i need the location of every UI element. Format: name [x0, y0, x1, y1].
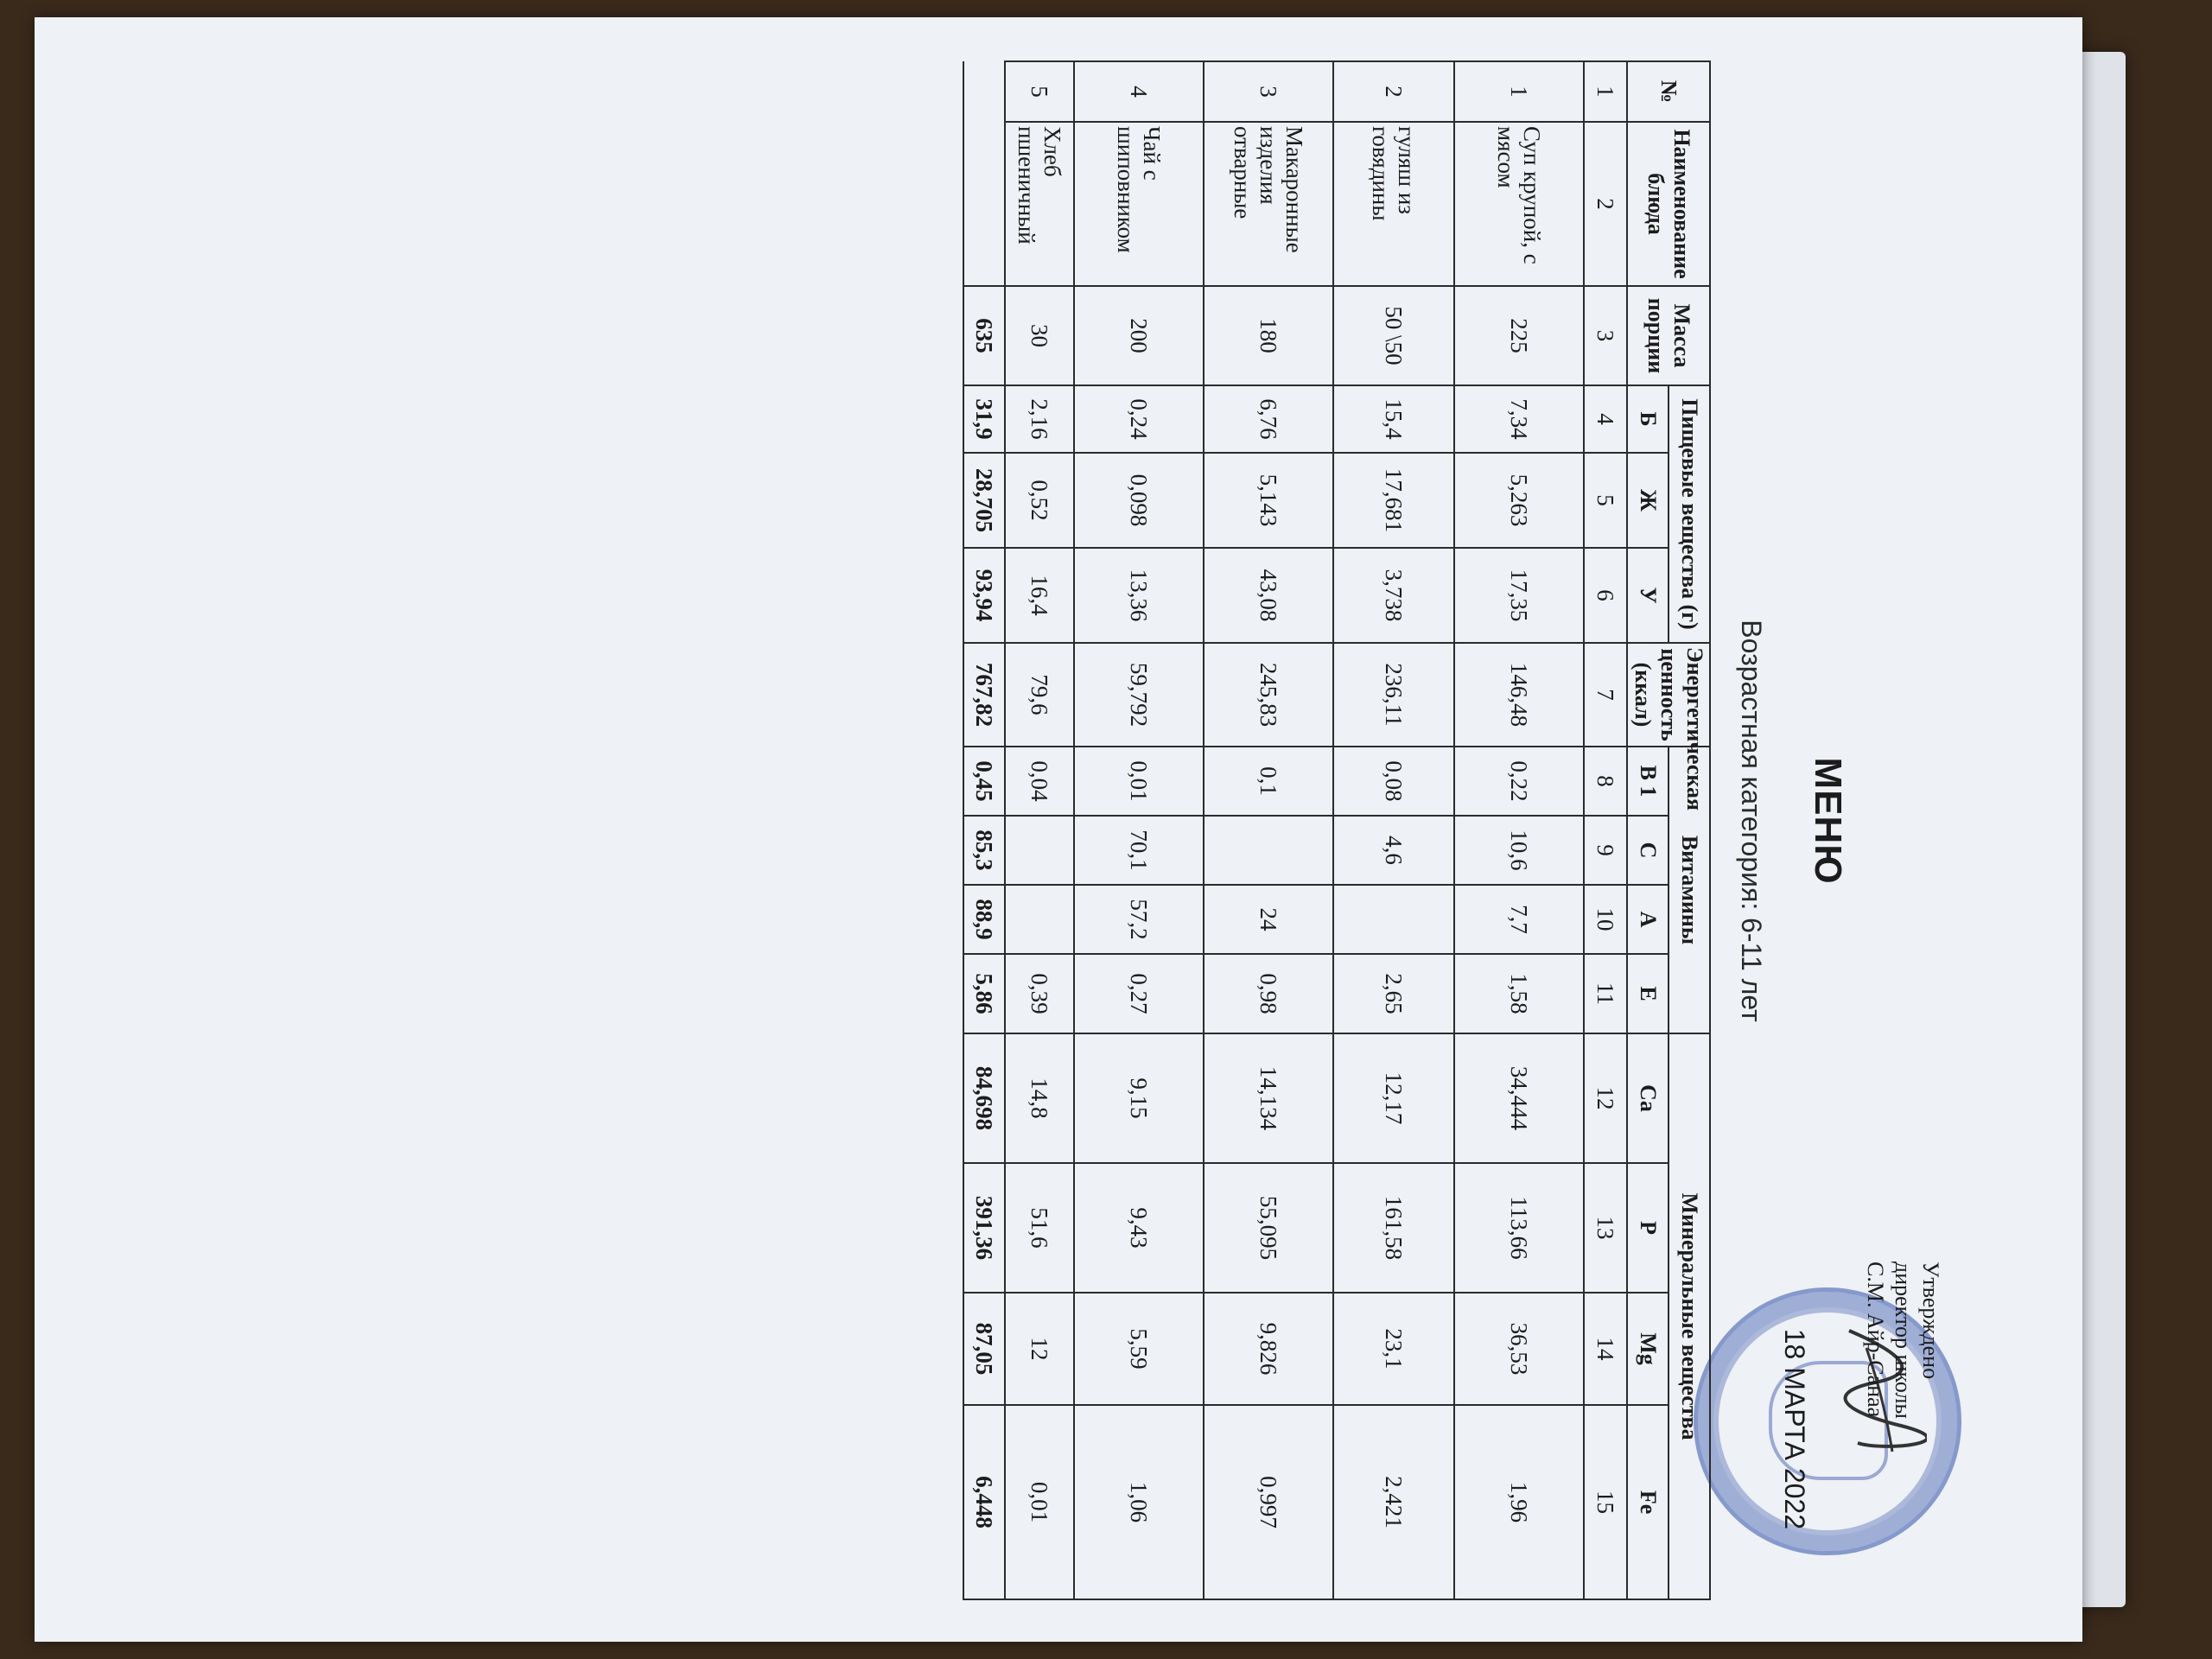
- total-u: 93,94: [963, 548, 1005, 643]
- table-row: [1005, 61, 1074, 1599]
- cell-p: 113,66: [1454, 1163, 1584, 1293]
- total-b: 31,9: [963, 385, 1005, 453]
- menu-table: [963, 60, 1711, 1600]
- total-b1: 0,45: [963, 747, 1005, 816]
- col-u-header: У: [1627, 548, 1669, 643]
- total-c: 85,3: [963, 816, 1005, 885]
- cell-c: 70,1: [1074, 816, 1204, 885]
- col-a-header: А: [1627, 885, 1669, 954]
- cell-c: [1204, 816, 1333, 885]
- cell-mg: 23,1: [1333, 1293, 1454, 1405]
- col-c-header: С: [1627, 816, 1669, 885]
- approval-line-1: Утверждено: [1918, 1262, 1943, 1380]
- cell-e: 1,58: [1454, 954, 1584, 1033]
- approval-block: [1861, 1262, 1944, 1573]
- row-num: 5: [1005, 61, 1074, 122]
- approval-line-2: директор школы: [1891, 1262, 1916, 1419]
- column-number: 3: [1584, 286, 1627, 385]
- cell-a: [1005, 885, 1074, 954]
- cell-ca: 14,8: [1005, 1033, 1074, 1163]
- nutrients-header: Пищевые вещества (г): [1669, 385, 1710, 643]
- total-e: 5,86: [963, 954, 1005, 1033]
- col-fe-header: Fe: [1627, 1405, 1669, 1599]
- cell-b: 15,4: [1333, 385, 1454, 453]
- minerals-header: Минеральные вещества: [1669, 1033, 1710, 1599]
- vitamins-header: Витамины: [1669, 747, 1710, 1033]
- cell-energy: 245,83: [1204, 643, 1333, 747]
- column-number: 14: [1584, 1293, 1627, 1405]
- cell-b: 0,24: [1074, 385, 1204, 453]
- cell-mg: 9,826: [1204, 1293, 1333, 1405]
- row-num: 4: [1074, 61, 1204, 122]
- cell-zh: 5,263: [1454, 453, 1584, 548]
- dish-mass: 50 \50: [1333, 286, 1454, 385]
- menu-date: 18 МАРТА 2022: [1779, 1328, 1810, 1529]
- cell-b1: 0,22: [1454, 747, 1584, 816]
- cell-c: 10,6: [1454, 816, 1584, 885]
- col-e-header: Е: [1627, 954, 1669, 1033]
- total-fe: 6,448: [963, 1405, 1005, 1599]
- cell-b: 6,76: [1204, 385, 1333, 453]
- total-row: [963, 61, 1005, 1599]
- column-number: 9: [1584, 816, 1627, 885]
- cell-c: 4,6: [1333, 816, 1454, 885]
- dish-name: Суп крупой, с мясом: [1454, 122, 1584, 286]
- cell-fe: 0,01: [1005, 1405, 1074, 1599]
- cell-mg: 5,59: [1074, 1293, 1204, 1405]
- table-row: [1074, 61, 1204, 1599]
- table-row: [1333, 61, 1454, 1599]
- cell-b1: 0,04: [1005, 747, 1074, 816]
- dish-mass: 225: [1454, 286, 1584, 385]
- cell-fe: 1,06: [1074, 1405, 1204, 1599]
- cell-b: 7,34: [1454, 385, 1584, 453]
- cell-mg: 36,53: [1454, 1293, 1584, 1405]
- table-row: [1204, 61, 1333, 1599]
- column-number: 4: [1584, 385, 1627, 453]
- col-mass-header: Масса порции: [1627, 286, 1710, 385]
- total-mg: 87,05: [963, 1293, 1005, 1405]
- column-number: 1: [1584, 61, 1627, 122]
- cell-ca: 34,444: [1454, 1033, 1584, 1163]
- cell-energy: 79,6: [1005, 643, 1074, 747]
- cell-p: 9,43: [1074, 1163, 1204, 1293]
- cell-u: 3,738: [1333, 548, 1454, 643]
- column-number: 7: [1584, 643, 1627, 747]
- column-number: 15: [1584, 1405, 1627, 1599]
- cell-e: 0,39: [1005, 954, 1074, 1033]
- column-number: 2: [1584, 122, 1627, 286]
- cell-fe: 2,421: [1333, 1405, 1454, 1599]
- rotated-document: [613, 17, 1961, 1624]
- dish-name: Чай с шиповником: [1074, 122, 1204, 286]
- col-num-header: №: [1627, 61, 1710, 122]
- cell-u: 16,4: [1005, 548, 1074, 643]
- cell-a: 24: [1204, 885, 1333, 954]
- age-category: Возрастная категория: 6-11 лет: [1736, 620, 1767, 1022]
- col-b-header: Б: [1627, 385, 1669, 453]
- column-number: 11: [1584, 954, 1627, 1033]
- dish-mass: 200: [1074, 286, 1204, 385]
- page-title: МЕНЮ: [1807, 757, 1849, 885]
- cell-p: 161,58: [1333, 1163, 1454, 1293]
- dish-mass: 30: [1005, 286, 1074, 385]
- cell-zh: 5,143: [1204, 453, 1333, 548]
- cell-p: 55,095: [1204, 1163, 1333, 1293]
- cell-a: [1333, 885, 1454, 954]
- dish-name: Хлеб пшеничный: [1005, 122, 1074, 286]
- cell-zh: 0,098: [1074, 453, 1204, 548]
- col-ca-header: Са: [1627, 1033, 1669, 1163]
- col-b1-header: В 1: [1627, 747, 1669, 816]
- dish-name: Макаронные изделия отварные: [1204, 122, 1333, 286]
- cell-b1: 0,08: [1333, 747, 1454, 816]
- cell-e: 0,98: [1204, 954, 1333, 1033]
- cell-p: 51,6: [1005, 1163, 1074, 1293]
- cell-ca: 12,17: [1333, 1033, 1454, 1163]
- column-number: 5: [1584, 453, 1627, 548]
- total-mass: 635: [963, 286, 1005, 385]
- col-mg-header: Mg: [1627, 1293, 1669, 1405]
- column-number: 12: [1584, 1033, 1627, 1163]
- cell-energy: 59,792: [1074, 643, 1204, 747]
- column-number: 6: [1584, 548, 1627, 643]
- total-ca: 84,698: [963, 1033, 1005, 1163]
- cell-b1: 0,1: [1204, 747, 1333, 816]
- cell-b: 2,16: [1005, 385, 1074, 453]
- cell-zh: 17,681: [1333, 453, 1454, 548]
- cell-zh: 0,52: [1005, 453, 1074, 548]
- cell-ca: 14,134: [1204, 1033, 1333, 1163]
- cell-ca: 9,15: [1074, 1033, 1204, 1163]
- cell-energy: 236,11: [1333, 643, 1454, 747]
- row-num: 1: [1454, 61, 1584, 122]
- total-p: 391,36: [963, 1163, 1005, 1293]
- col-energy-header: Энергетическая ценность (ккал): [1627, 643, 1710, 747]
- column-number: 13: [1584, 1163, 1627, 1293]
- total-a: 88,9: [963, 885, 1005, 954]
- cell-fe: 0,997: [1204, 1405, 1333, 1599]
- cell-e: 0,27: [1074, 954, 1204, 1033]
- cell-u: 17,35: [1454, 548, 1584, 643]
- total-zh: 28,705: [963, 453, 1005, 548]
- total-energy: 767,82: [963, 643, 1005, 747]
- cell-mg: 12: [1005, 1293, 1074, 1405]
- dish-name: гуляш из говядины: [1333, 122, 1454, 286]
- header-row-1: [1669, 61, 1710, 1599]
- row-num: 3: [1204, 61, 1333, 122]
- approval-line-3: С.М. Айр-Санаа: [1863, 1262, 1888, 1418]
- col-zh-header: Ж: [1627, 453, 1669, 548]
- cell-a: 7,7: [1454, 885, 1584, 954]
- cell-e: 2,65: [1333, 954, 1454, 1033]
- col-name-header: Наименование блюда: [1627, 122, 1710, 286]
- cell-energy: 146,48: [1454, 643, 1584, 747]
- col-p-header: Р: [1627, 1163, 1669, 1293]
- cell-u: 13,36: [1074, 548, 1204, 643]
- column-number-row: [1584, 61, 1627, 1599]
- cell-fe: 1,96: [1454, 1405, 1584, 1599]
- total-label-cell: [963, 61, 1005, 286]
- cell-u: 43,08: [1204, 548, 1333, 643]
- column-number: 8: [1584, 747, 1627, 816]
- table-row: [1454, 61, 1584, 1599]
- cell-a: 57,2: [1074, 885, 1204, 954]
- row-num: 2: [1333, 61, 1454, 122]
- cell-b1: 0,01: [1074, 747, 1204, 816]
- column-number: 10: [1584, 885, 1627, 954]
- cell-c: [1005, 816, 1074, 885]
- dish-mass: 180: [1204, 286, 1333, 385]
